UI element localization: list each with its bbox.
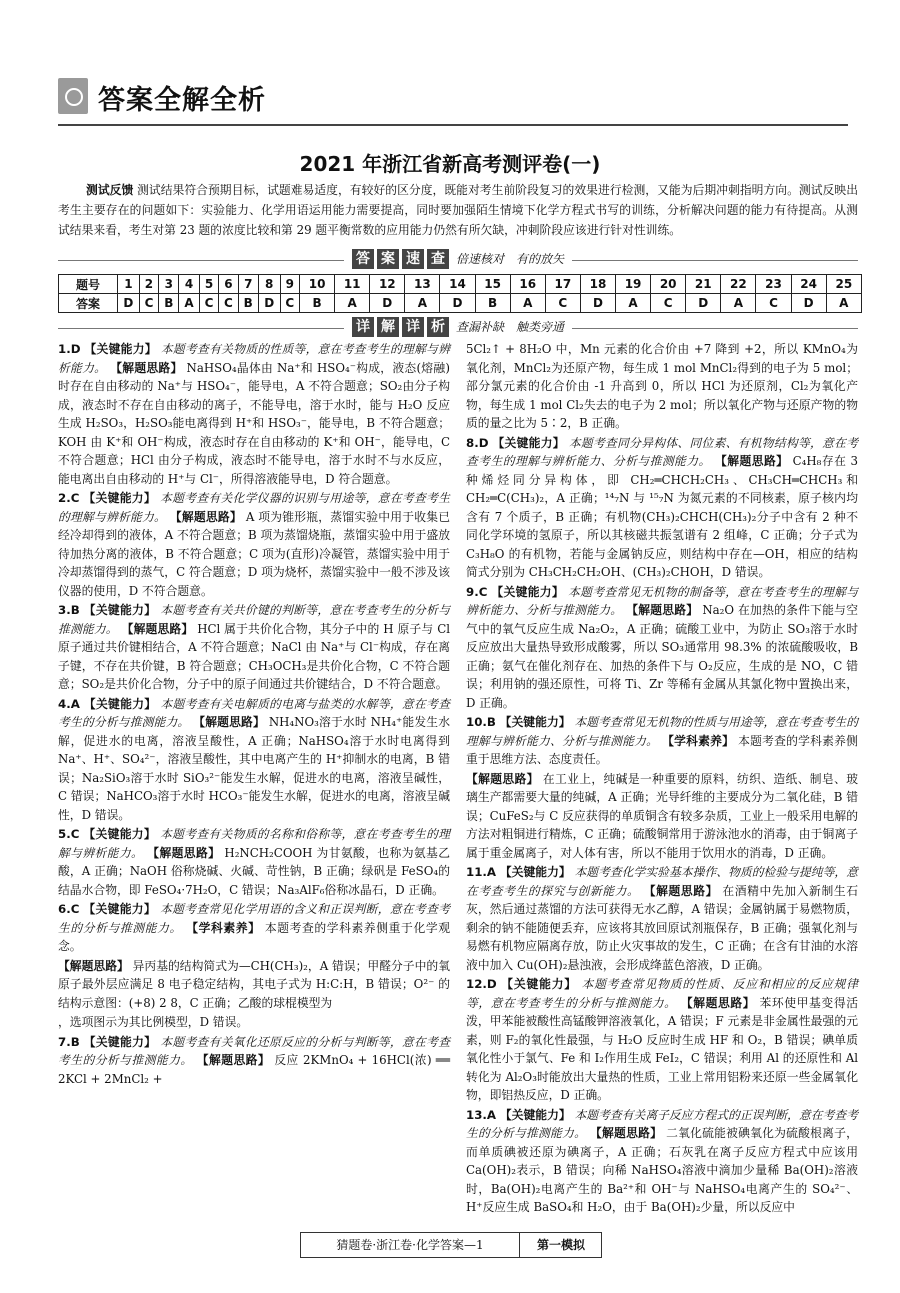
question-number: 8	[258, 275, 280, 294]
paragraph-text: 5Cl₂↑ + 8H₂O 中，Mn 元素的化合价由 +7 降到 +2，所以 KMnO₄为氧化剂，MnCl₂为还原产物，每生成 1 mol MnCl₂得到的电子为 5 mol；部分氯元素的化合价由 -1 升高到 0，所以 HCl 为还原剂，Cl₂为氧化产物，每生成 1 mol Cl₂失去的电子为 2 mol；所以氧化产物与还原产物的物质的量之比为 5∶2，B 正确。	[466, 342, 858, 430]
reasoning-label: 【解题思路】	[680, 995, 756, 1010]
paragraph-text: NH₄NO₃溶于水时 NH₄⁺能发生水解，促进水的电离，溶液呈酸性，A 正确；NaHSO₄溶于水时电离得到 Na⁺、H⁺、SO₄²⁻，溶液呈酸性，其中电离产生的 H⁺抑制水的电离，B 错误；Na₂SiO₃溶于水时 SiO₃²⁻能发生水解，促进水的电离，溶液呈碱性，C 错误；NaHCO₃溶于水时 HCO₃⁻能发生水解，促进水的电离，溶液呈碱性，D 错误。	[58, 715, 450, 822]
question-label: 10.B	[466, 715, 496, 729]
paragraph-text: 苯环使甲基变得活泼，甲苯能被酸性高锰酸钾溶液氧化，A 错误；F 元素是非金属性最强的元素，则 F₂的氧化性最强，与 H₂O 反应时生成 HF 和 O₂，B 错误；碘单质氧化性小于氯气、Fe 和 I₂作用生成 FeI₂，C 错误；利用 Al 的还原性和 Al 转化为 Al₂O₃时能放出大量热的性质，工业上常用铝粉来还原一些金属氧化物，即铝热反应，D 正确。	[466, 995, 858, 1102]
answer-cell: A	[721, 294, 756, 313]
question-number: 23	[756, 275, 791, 294]
answer-paragraph	[466, 1106, 858, 1217]
paragraph-text: Na₂O 在加热的条件下能与空气中的氧气反应生成 Na₂O₂，A 正确；硫酸工业中，为防止 SO₃溶于水时反应放出大量热导致形成酸雾，所以 SO₃通常用 98.3% 的浓硫酸吸收，B 正确；氨气在催化剂存在、加热的条件下与 O₂反应，生成的是 NO，C 错误；利用钠的强还原性，可将 Ti、Zr 等稀有金属从其氯化物中置换出来，D 正确。	[466, 603, 858, 710]
answer-cell: A	[510, 294, 545, 313]
answer-paragraph	[466, 434, 858, 582]
row-label: 答案	[59, 294, 118, 313]
band1-char: 案	[377, 249, 399, 269]
reasoning-label: 【解题思路】	[169, 509, 242, 524]
reasoning-label: 【解题思路】	[193, 715, 265, 729]
paragraph-text: 异丙基的结构简式为—CH(CH₃)₂，A 错误；甲醛分子中的氧原子最外层应满足 8 电子稳定结构，其电子式为 H:C:H，B 错误；O²⁻ 的结构示意图：(+8) 2 8，C 正确；乙酸的球棍模型为	[58, 958, 451, 1010]
question-label: 11.A	[466, 865, 497, 879]
answer-paragraph	[466, 770, 858, 863]
ability-aim: 本题考查化学实验基本操作、物质的检验与提纯等，意在考查考生的探究与创新能力。	[466, 865, 859, 898]
question-number: 3	[159, 275, 179, 294]
key-ability-label: 【关键能力】	[83, 696, 157, 711]
footer-badge: 第一模拟	[519, 1233, 602, 1257]
band1-char: 查	[427, 249, 449, 269]
ability-aim: 本题考查常见物质的性质、反应和相应的反应规律等，意在考查考生的分析与推测能力。	[466, 977, 858, 1010]
answer-paragraph	[466, 975, 858, 1105]
answer-paragraph	[58, 825, 450, 899]
question-number: 24	[791, 275, 826, 294]
key-ability-label: 【关键能力】	[84, 342, 157, 356]
question-number: 22	[721, 275, 756, 294]
ability-aim: 本题考查有关氧化还原反应的分析与判断等，意在考查考生的分析与推测能力。	[58, 1034, 450, 1067]
paragraph-text: 本题考查的学科素养侧重于思维方法、态度责任。	[466, 733, 858, 766]
reasoning-label: 【解题思路】	[714, 454, 789, 468]
paragraph-text: HCl 属于共价化合物，其分子中的 H 原子与 Cl 原子通过共价键相结合，A 不符合题意；NaCl 由 Na⁺与 Cl⁻构成，存在离子键，不存在共价键，B 符合题意；CH₃OCH₃是共价化合物，C 不符合题意；SO₂是共价化合物，分子中的原子间通过共价键结合，D 不符合题意。	[58, 621, 451, 691]
question-number: 16	[510, 275, 545, 294]
answer-paragraph	[58, 1013, 450, 1032]
answer-cell: D	[440, 294, 475, 313]
paragraph-text: A 项为锥形瓶，蒸馏实验中用于收集已经冷却得到的液体，A 不符合题意；B 项为蒸馏烧瓶，蒸馏实验中用于盛放待加热分离的液体，B 不符合题意；C 项为(直形)冷凝管，蒸馏实验中用于冷却蒸馏得到的蒸气，C 符合题意；D 项为烧杯，蒸馏实验中一般不涉及该仪器的使用，D 不符合题意。	[58, 509, 450, 598]
answer-paragraph	[58, 489, 450, 600]
band1-sub: 倍速核对 有的放矢	[455, 252, 564, 266]
right-column	[466, 340, 858, 1218]
question-label: 12.D	[466, 977, 497, 991]
answer-paragraph	[58, 695, 450, 825]
key-ability-label: 【关键能力】	[499, 715, 571, 729]
reasoning-label: 【解题思路】	[121, 621, 194, 636]
paragraph-text: 本题考查的学科素养侧重于化学观念。	[58, 920, 451, 953]
page-title: 2021 年浙江省新高考测评卷(一)	[299, 152, 601, 176]
answer-cell: D	[791, 294, 826, 313]
question-number: 13	[405, 275, 440, 294]
answer-cell: B	[238, 294, 258, 313]
reasoning-label: 【解题思路】	[590, 1126, 663, 1140]
question-number: 17	[545, 275, 580, 294]
question-number: 5	[199, 275, 218, 294]
question-label: 8.D	[466, 435, 489, 450]
brand-title: 答案全解全析	[98, 85, 266, 116]
question-number: 15	[475, 275, 510, 294]
question-number: 19	[616, 275, 651, 294]
ability-aim: 本题考查有关离子反应方程式的正误判断，意在考查考生的分析与推测能力。	[466, 1107, 859, 1140]
answer-cell: A	[335, 294, 370, 313]
ability-aim: 本题考查有关物质的性质等，意在考查考生的理解与辨析能力。	[58, 342, 450, 375]
answer-cell: D	[686, 294, 721, 313]
band2-sub: 查漏补缺 触类旁通	[455, 320, 564, 334]
answer-cell: C	[139, 294, 158, 313]
reasoning-label: 【解题思路】	[58, 958, 129, 973]
answer-paragraph	[466, 340, 858, 433]
question-number: 21	[686, 275, 721, 294]
question-number: 12	[370, 275, 405, 294]
detail-band	[58, 316, 858, 338]
question-label: 1.D	[58, 342, 81, 356]
answer-cell: C	[651, 294, 686, 313]
question-number: 11	[335, 275, 370, 294]
question-number: 14	[440, 275, 475, 294]
answer-cell: C	[545, 294, 580, 313]
reasoning-label: 【解题思路】	[110, 360, 183, 375]
paragraph-text: C₄H₈存在 3 种烯烃同分异构体，即 CH₂═CHCH₂CH₃、CH₃CH═CHCH₃和 CH₂═C(CH₃)₂，A 正确；¹⁴₇N 与 ¹⁵₇N 为氮元素的不同核素，原子核内均含有 7 个质子，B 正确；有机物(CH₃)₂CHCH(CH₃)₂分子中含有 2 种不同化学环境的氢原子，所以其核磁共振氢谱有 2 组峰，C 正确；分子式为 C₃H₈O 的有机物，若能与金属钠反应，则结构中存在—OH，相应的结构简式分别为 CH₃CH₂CH₂OH、(CH₃)₂CHOH，D 错误。	[466, 454, 859, 579]
key-ability-label: 【关键能力】	[499, 865, 571, 879]
question-number: 7	[238, 275, 258, 294]
paragraph-text: NaHSO₄晶体由 Na⁺和 HSO₄⁻构成，液态(熔融)时存在自由移动的 Na⁺与 HSO₄⁻，能导电，A 不符合题意；SO₂由分子构成，液态时不存在自由移动的离子，不能导电，溶于水时，能与 H₂O 反应生成 H₂SO₃，H₂SO₃能电离得到 H⁺和 HSO₃⁻，能导电，B 不符合题意；KOH 由 K⁺和 OH⁻构成，液态时存在自由移动的 K⁺和 OH⁻，能导电，C 不符合题意；HCl 由分子构成，液态时不能导电，溶于水时不与水反应，能电离出自由移动的 H⁺与 Cl⁻，所得溶液能导电，D 符合题意。	[58, 360, 450, 486]
intro-text: 测试结果符合预期目标，试题难易适度，有较好的区分度，既能对考生前阶段复习的效果进行检测，又能为后期冲刺指明方向。测试反映出考生主要存在的问题如下：实验能力、化学用语运用能力需要提高，同时要加强陌生情境下化学方程式书写的训练，分析解决问题的能力有待提高。从测试结果来看，考生对第 23 题的浓度比较和第 29 题平衡常数的应用能力仍然有所欠缺，冲刺阶段应该进行针对性训练。	[58, 183, 858, 237]
page-header	[58, 72, 858, 128]
question-label: 6.C	[58, 902, 80, 916]
footer	[300, 1232, 602, 1258]
quick-check-band	[58, 248, 858, 270]
answer-cell: A	[616, 294, 651, 313]
answer-paragraph	[466, 583, 858, 713]
paragraph-text: 反应 2KMnO₄ + 16HCl(浓) ══ 2KCl + 2MnCl₂ +	[58, 1053, 450, 1086]
band1-char: 答	[352, 249, 374, 269]
answer-cell: B	[159, 294, 179, 313]
key-ability-label: 【关键能力】	[491, 584, 564, 599]
left-column	[58, 340, 450, 1089]
question-number: 20	[651, 275, 686, 294]
question-number: 9	[280, 275, 299, 294]
paragraph-text: ，选项图示为其比例模型，D 错误。	[58, 1015, 249, 1029]
intro-paragraph	[58, 180, 858, 240]
answer-cell: C	[199, 294, 218, 313]
question-number: 4	[179, 275, 199, 294]
question-label: 5.C	[58, 827, 80, 841]
ability-aim: 本题考查有关共价键的判断等，意在考查考生的分析与推测能力。	[58, 603, 450, 636]
ability-aim: 本题考查有关电解质的电离与盐类的水解等，意在考查考生的分析与推测能力。	[58, 696, 451, 729]
question-label: 2.C	[58, 491, 80, 505]
question-number: 1	[118, 275, 140, 294]
answer-cell: D	[370, 294, 405, 313]
answer-cell: B	[475, 294, 510, 313]
question-label: 7.B	[58, 1034, 80, 1049]
footer-label: 猜题卷·浙江卷·化学答案—1	[336, 1238, 484, 1252]
band2-char: 析	[427, 317, 449, 337]
answer-cell: D	[258, 294, 280, 313]
reasoning-label: 【解题思路】	[196, 1053, 271, 1067]
answer-paragraph	[58, 900, 450, 956]
question-number: 10	[300, 275, 335, 294]
paragraph-text: H₂NCH₂COOH 为甘氨酸，也称为氨基乙酸，A 正确；NaOH 俗称烧碱、火碱、苛性钠，B 正确；绿矾是 FeSO₄的结晶水合物，即 FeSO₄·7H₂O，C 错误；Na₃AlF₆俗称冰晶石，D 正确。	[58, 845, 451, 897]
question-number: 18	[580, 275, 615, 294]
question-number: 6	[219, 275, 238, 294]
key-ability-label: 【关键能力】	[83, 1034, 157, 1049]
ability-aim: 本题考查常见无机物的性质与用途等，意在考查考生的理解与辨析能力、分析与推测能力。	[466, 715, 859, 748]
answer-paragraph	[466, 713, 858, 769]
paragraph-text: 二氧化硫能被碘氧化为硫酸根离子，而单质碘被还原为碘离子，A 正确；石灰乳在离子反应方程式中应该用 Ca(OH)₂表示，B 错误；向稀 NaHSO₄溶液中滴加少量稀 Ba(OH)₂溶液时，Ba(OH)₂电离产生的 Ba²⁺和 OH⁻与 NaHSO₄电离产生的 SO₄²⁻、H⁺反应生成 BaSO₄和 H₂O，由于 Ba(OH)₂少量，所以反应中	[466, 1126, 858, 1214]
ability-aim: 本题考查有关物质的名称和俗称等，意在考查考生的理解与辨析能力。	[58, 827, 450, 860]
reasoning-label: 【解题思路】	[466, 771, 539, 786]
row-label: 题号	[59, 275, 118, 294]
answer-paragraph	[58, 601, 450, 694]
question-label: 9.C	[466, 584, 488, 599]
key-ability-label: 【关键能力】	[83, 902, 156, 916]
answer-paragraph	[58, 340, 450, 488]
paragraph-text: 在工业上，纯碱是一种重要的原料，纺织、造纸、制皂、玻璃生产都需要大量的纯碱，A 正确；光导纤维的主要成分为二氧化硅，B 错误；CuFeS₂与 C 反应获得的单质铜含有较多杂质，工业上一般采用电解的方法对粗铜进行精炼，C 正确；硫酸铜常用于游泳池水的消毒，由于铜离子属于重金属离子，对人体有害，所以不能用于饮用水的消毒，D 正确。	[466, 771, 858, 860]
key-ability-label: 【关键能力】	[492, 435, 565, 450]
key-ability-label: 【关键能力】	[83, 491, 156, 505]
ability-aim: 本题考查常见无机物的制备等，意在考查考生的理解与辨析能力、分析与推测能力。	[466, 584, 858, 617]
band2-char: 详	[402, 317, 424, 337]
reasoning-label: 【学科素养】	[662, 733, 735, 748]
reasoning-label: 【解题思路】	[626, 603, 699, 617]
answer-cell: C	[219, 294, 238, 313]
question-label: 4.A	[58, 696, 80, 711]
key-ability-label: 【关键能力】	[501, 977, 577, 991]
band1-char: 速	[402, 249, 424, 269]
question-number: 2	[139, 275, 158, 294]
answer-table	[58, 274, 862, 313]
paragraph-text: 在酒精中先加入新制生石灰，然后通过蒸馏的方法可获得无水乙醇，A 错误；金属钠属于易燃物质，剩余的钠不能随便丢弃，应该将其放回原试剂瓶保存，B 正确；强氧化剂与易燃有机物应隔离存放，防止火灾事故的发生，C 正确；在含有甘油的水溶液中加入 Cu(OH)₂悬浊液，会形成绛蓝色溶液，D 正确。	[466, 883, 859, 972]
question-label: 13.A	[466, 1107, 497, 1122]
header-rule	[58, 124, 848, 126]
answer-cell: A	[826, 294, 861, 313]
answer-cell: A	[405, 294, 440, 313]
key-ability-label: 【关键能力】	[499, 1107, 571, 1122]
ability-aim: 本题考查常见化学用语的含义和正误判断，意在考查考生的分析与推测能力。	[58, 902, 450, 935]
answer-cell: C	[280, 294, 299, 313]
band2-char: 详	[352, 317, 374, 337]
target-logo-icon	[58, 78, 88, 114]
band2-char: 解	[377, 317, 399, 337]
reasoning-label: 【解题思路】	[643, 883, 719, 898]
key-ability-label: 【关键能力】	[83, 827, 156, 841]
key-ability-label: 【关键能力】	[83, 603, 157, 617]
reasoning-label: 【解题思路】	[147, 845, 221, 860]
answer-cell: A	[179, 294, 199, 313]
intro-tag: 测试反馈	[86, 183, 134, 197]
answer-cell: D	[580, 294, 615, 313]
question-label: 3.B	[58, 603, 80, 617]
answer-paragraph	[58, 1033, 450, 1089]
answer-cell: C	[756, 294, 791, 313]
question-number: 25	[826, 275, 861, 294]
ability-aim: 本题考查有关化学仪器的识别与用途等，意在考查考生的理解与辨析能力。	[58, 491, 450, 524]
answer-cell: D	[118, 294, 140, 313]
reasoning-label: 【学科素养】	[186, 920, 261, 935]
answer-paragraph	[466, 863, 858, 974]
ability-aim: 本题考查同分异构体、同位素、有机物结构等，意在考查考生的理解与辨析能力、分析与推测能力。	[466, 435, 858, 468]
answer-paragraph	[58, 957, 450, 1013]
answer-cell: B	[300, 294, 335, 313]
